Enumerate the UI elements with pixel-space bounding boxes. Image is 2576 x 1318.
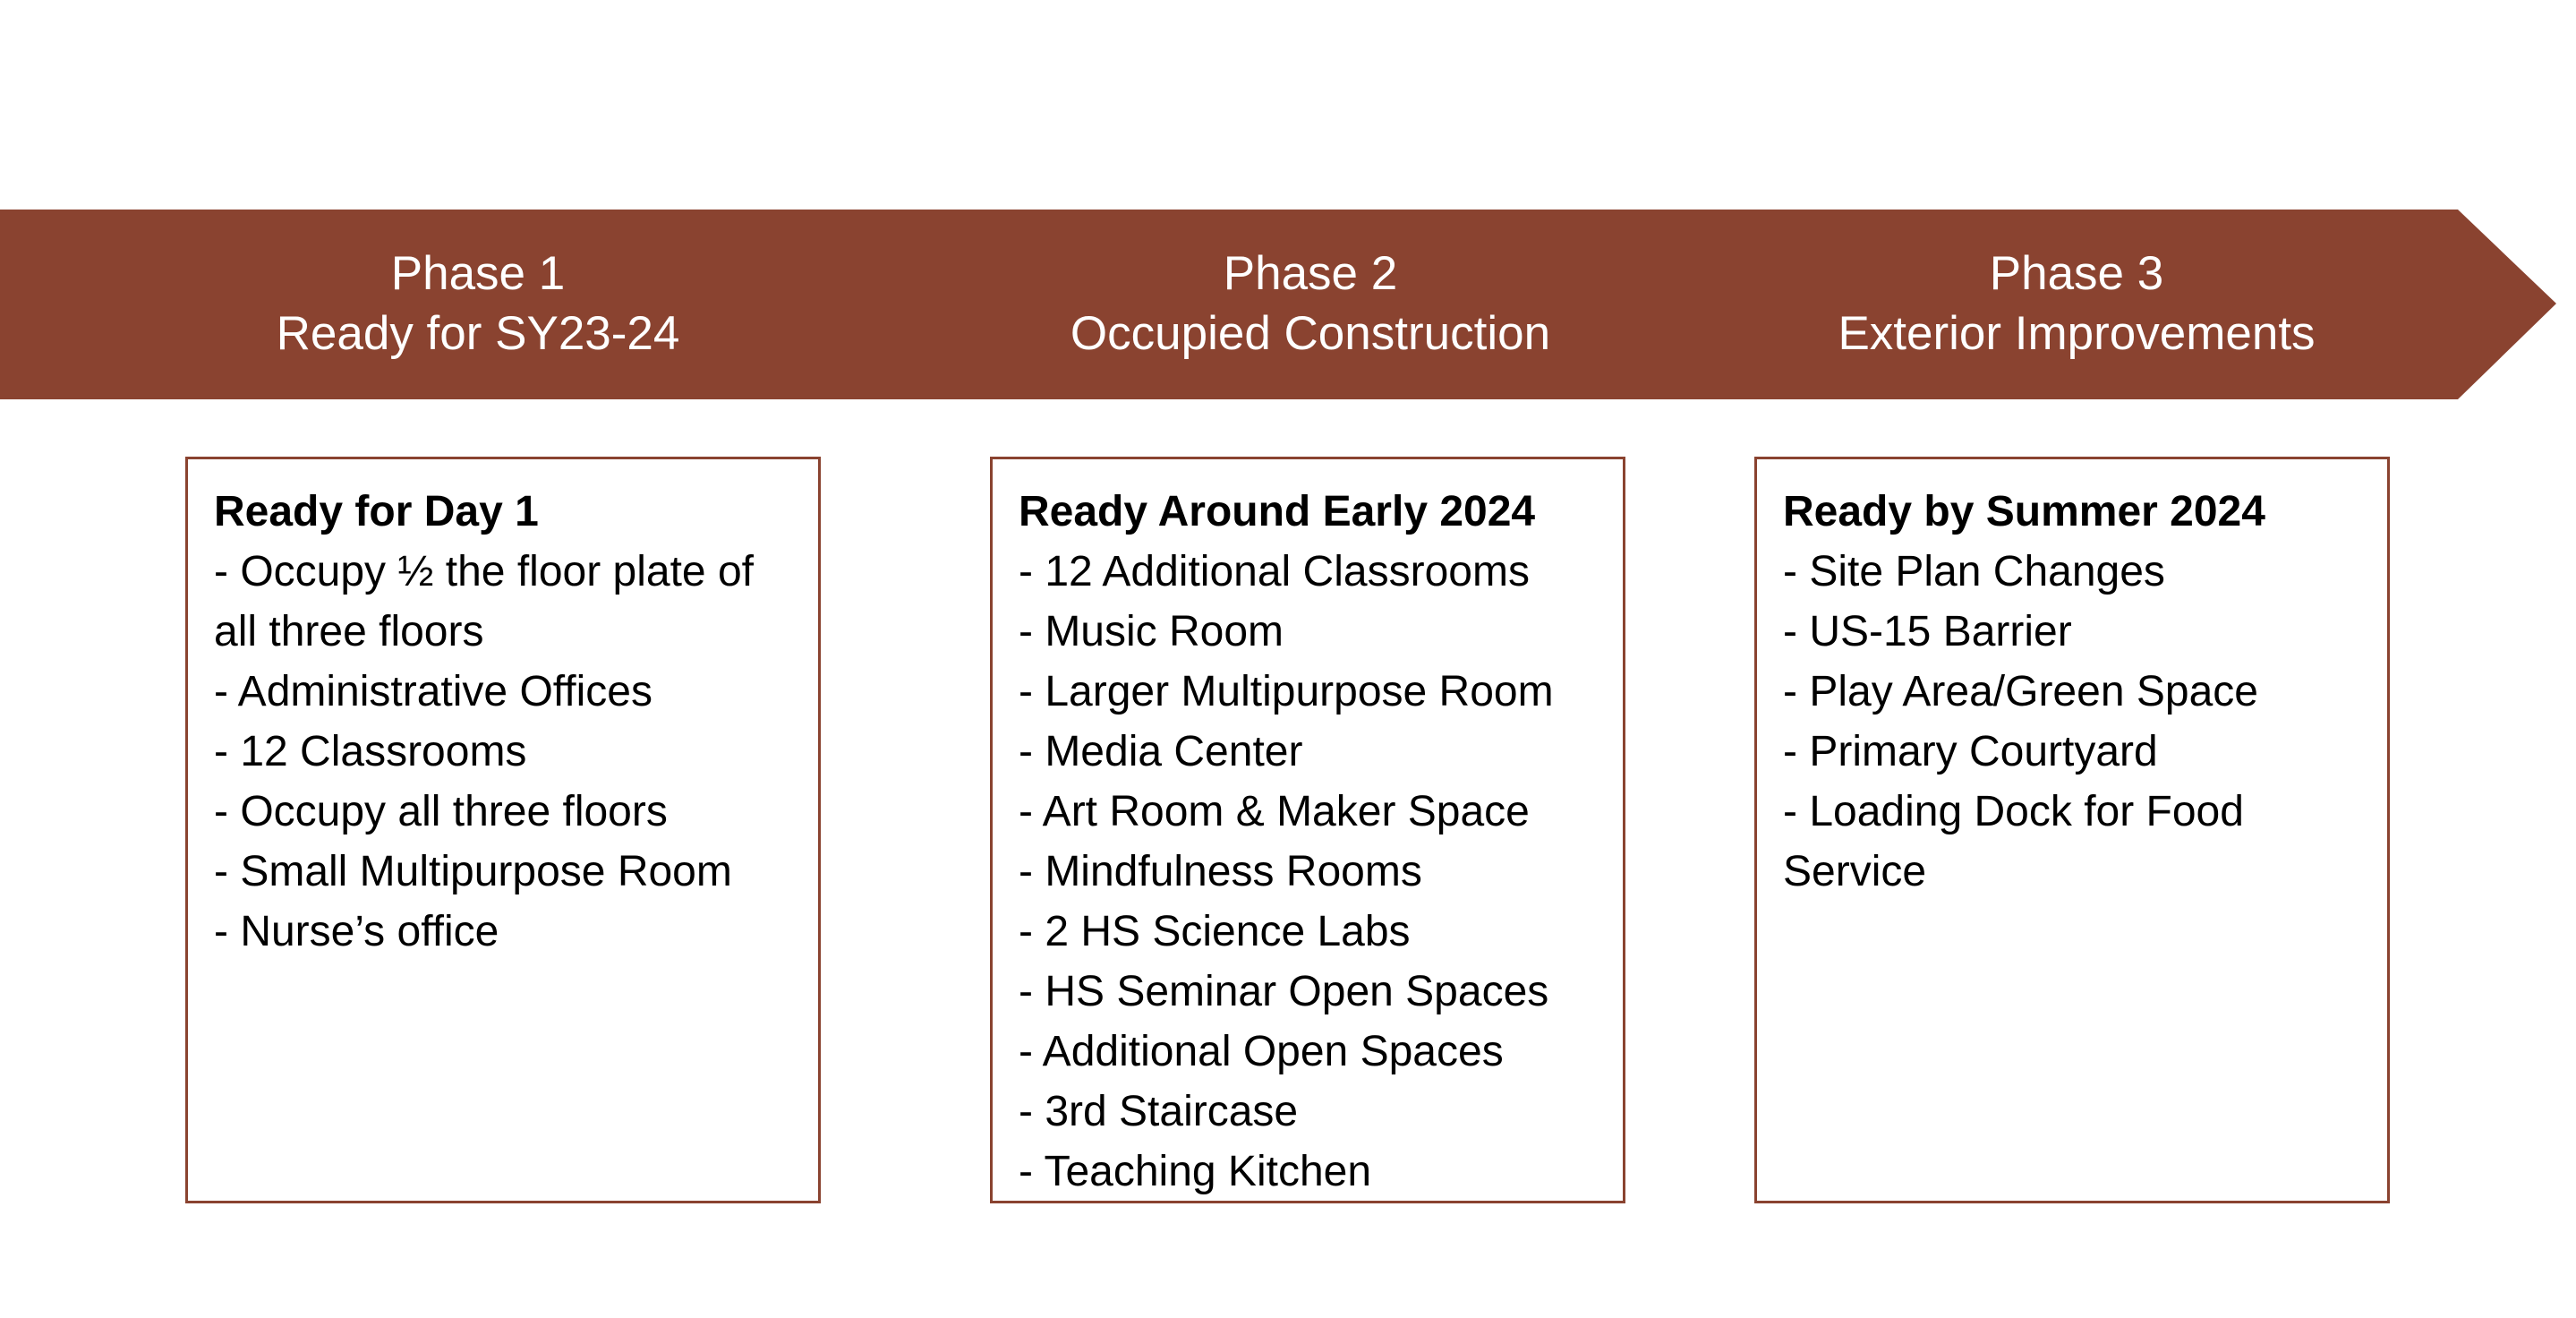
phase-2-label: Phase 2	[1223, 247, 1398, 300]
list-item: - 12 Classrooms	[214, 728, 527, 775]
list-item: - Primary Courtyard	[1783, 728, 2158, 775]
phase-3-subtitle: Exterior Improvements	[1838, 307, 2316, 360]
list-item: - 3rd Staircase	[1019, 1088, 1299, 1135]
phase-2-box-heading: Ready Around Early 2024	[1019, 488, 1536, 535]
list-item: - Small Multipurpose Room	[214, 848, 732, 895]
list-item: - Teaching Kitchen	[1019, 1148, 1372, 1195]
list-item: - Occupy ½ the floor plate of all three floors	[214, 548, 754, 655]
list-item: - Occupy all three floors	[214, 788, 668, 835]
phase-2-subtitle: Occupied Construction	[1070, 307, 1551, 360]
list-item: - Loading Dock for Food Service	[1783, 788, 2244, 895]
list-item: - Additional Open Spaces	[1019, 1028, 1504, 1075]
list-item: - HS Seminar Open Spaces	[1019, 968, 1549, 1015]
phase-3-label: Phase 3	[1989, 247, 2164, 300]
phase-2-header	[908, 244, 1713, 364]
phase-1-subtitle: Ready for SY23-24	[276, 307, 680, 360]
list-item: - US-15 Barrier	[1783, 608, 2072, 655]
phase-3-box	[1754, 457, 2390, 1203]
list-item: - Music Room	[1019, 608, 1284, 655]
list-item: - 12 Additional Classrooms	[1019, 548, 1530, 595]
list-item: - Larger Multipurpose Room	[1019, 668, 1554, 715]
phase-1-header	[75, 244, 881, 364]
phase-3-box-heading: Ready by Summer 2024	[1783, 488, 2265, 535]
phase-2-box	[990, 457, 1625, 1203]
list-item: - Mindfulness Rooms	[1019, 848, 1422, 895]
phase-3-item-list	[1783, 542, 2387, 902]
phase-1-item-list	[214, 542, 818, 962]
phase-1-box-heading: Ready for Day 1	[214, 488, 539, 535]
phase-3-header	[1674, 244, 2479, 364]
list-item: - Site Plan Changes	[1783, 548, 2165, 595]
phase-1-label: Phase 1	[390, 247, 566, 300]
phase-2-item-list	[1019, 542, 1623, 1202]
list-item: - Administrative Offices	[214, 668, 653, 715]
list-item: - Media Center	[1019, 728, 1303, 775]
phase-1-box	[185, 457, 821, 1203]
list-item: - Art Room & Maker Space	[1019, 788, 1530, 835]
list-item: - Nurse’s office	[214, 908, 499, 955]
list-item: - 2 HS Science Labs	[1019, 908, 1411, 955]
list-item: - Play Area/Green Space	[1783, 668, 2258, 715]
